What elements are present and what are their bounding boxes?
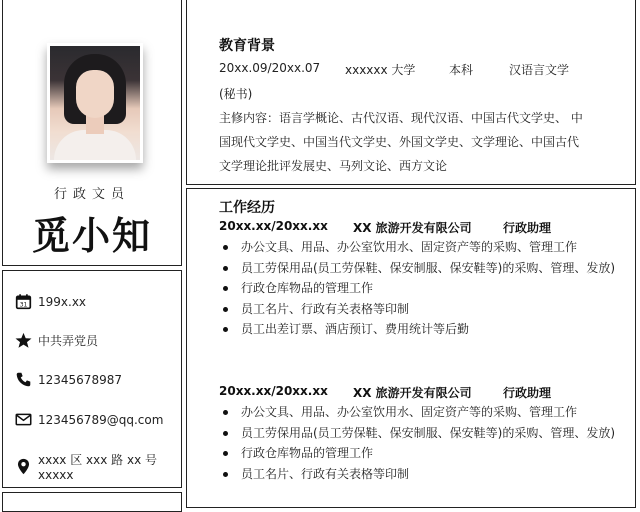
section-title: 教育背景 xyxy=(219,38,275,54)
edu-degree: 本科 xyxy=(449,63,474,77)
edu-courses: 主修内容：语言学概论、古代汉语、现代汉语、中国古代文学史、 中 xyxy=(219,111,583,125)
contact-text: 中共弄党员 xyxy=(38,334,99,348)
job-role: 行政助理 xyxy=(503,221,552,235)
list-item: 员工劳保用品(员工劳保鞋、保安制服、保安鞋等)的采购、管理、发放) xyxy=(219,258,629,279)
extra-panel xyxy=(2,492,182,512)
edu-courses: 文学理论批评发展史、马列文论、西方文论 xyxy=(219,159,448,173)
phone-icon xyxy=(15,371,32,388)
list-item: 行政仓库物品的管理工作 xyxy=(219,443,629,464)
contact-address xyxy=(15,451,181,482)
contact-text: xxxx 区 xxx 路 xx 号 xxxxx xyxy=(38,453,157,482)
calendar-icon xyxy=(15,293,32,310)
location-pin-icon xyxy=(15,458,32,475)
contact-panel xyxy=(2,270,182,488)
edu-period: 20xx.09/20xx.07 xyxy=(219,61,321,75)
job-period: 20xx.xx/20xx.xx xyxy=(219,219,328,233)
job-company: XX 旅游开发有限公司 xyxy=(353,386,472,400)
duty-list xyxy=(219,237,629,340)
list-item: 员工劳保用品(员工劳保鞋、保安制服、保安鞋等)的采购、管理、发放) xyxy=(219,423,629,444)
list-item: 员工名片、行政有关表格等印制 xyxy=(219,299,629,320)
person-name: 觅小知 xyxy=(31,213,152,258)
job-company: XX 旅游开发有限公司 xyxy=(353,221,472,235)
contact-text: 199x.xx xyxy=(38,294,87,309)
contact-text: 123456789@qq.com xyxy=(38,412,164,427)
edu-note: (秘书) xyxy=(219,87,253,101)
experience-section xyxy=(186,188,636,508)
profile-panel xyxy=(2,0,182,266)
profile-photo xyxy=(47,43,143,163)
contact-email xyxy=(15,411,163,428)
mail-icon xyxy=(15,411,32,428)
education-section xyxy=(186,0,636,185)
job-title: 行政文员 xyxy=(53,187,130,202)
svg-text:31: 31 xyxy=(19,301,28,309)
job-period: 20xx.xx/20xx.xx xyxy=(219,384,328,398)
portrait-image xyxy=(50,46,140,160)
edu-school: xxxxxx 大学 xyxy=(345,63,416,77)
list-item: 行政仓库物品的管理工作 xyxy=(219,278,629,299)
list-item: 办公文具、用品、办公室饮用水、固定资产等的采购、管理工作 xyxy=(219,237,629,258)
contact-text: 12345678987 xyxy=(38,372,122,387)
duty-list xyxy=(219,402,629,484)
section-title: 工作经历 xyxy=(219,200,275,216)
contact-phone xyxy=(15,371,122,388)
star-icon xyxy=(15,332,32,349)
contact-birthdate xyxy=(15,293,86,310)
edu-courses: 国现代文学史、中国当代文学史、外国文学史、文学理论、中国古代 xyxy=(219,135,580,149)
list-item: 员工出差订票、酒店预订、费用统计等后勤 xyxy=(219,319,629,340)
edu-major: 汉语言文学 xyxy=(509,63,570,77)
job-role: 行政助理 xyxy=(503,386,552,400)
list-item: 办公文具、用品、办公室饮用水、固定资产等的采购、管理工作 xyxy=(219,402,629,423)
contact-political-status xyxy=(15,332,98,349)
list-item: 员工名片、行政有关表格等印制 xyxy=(219,464,629,485)
